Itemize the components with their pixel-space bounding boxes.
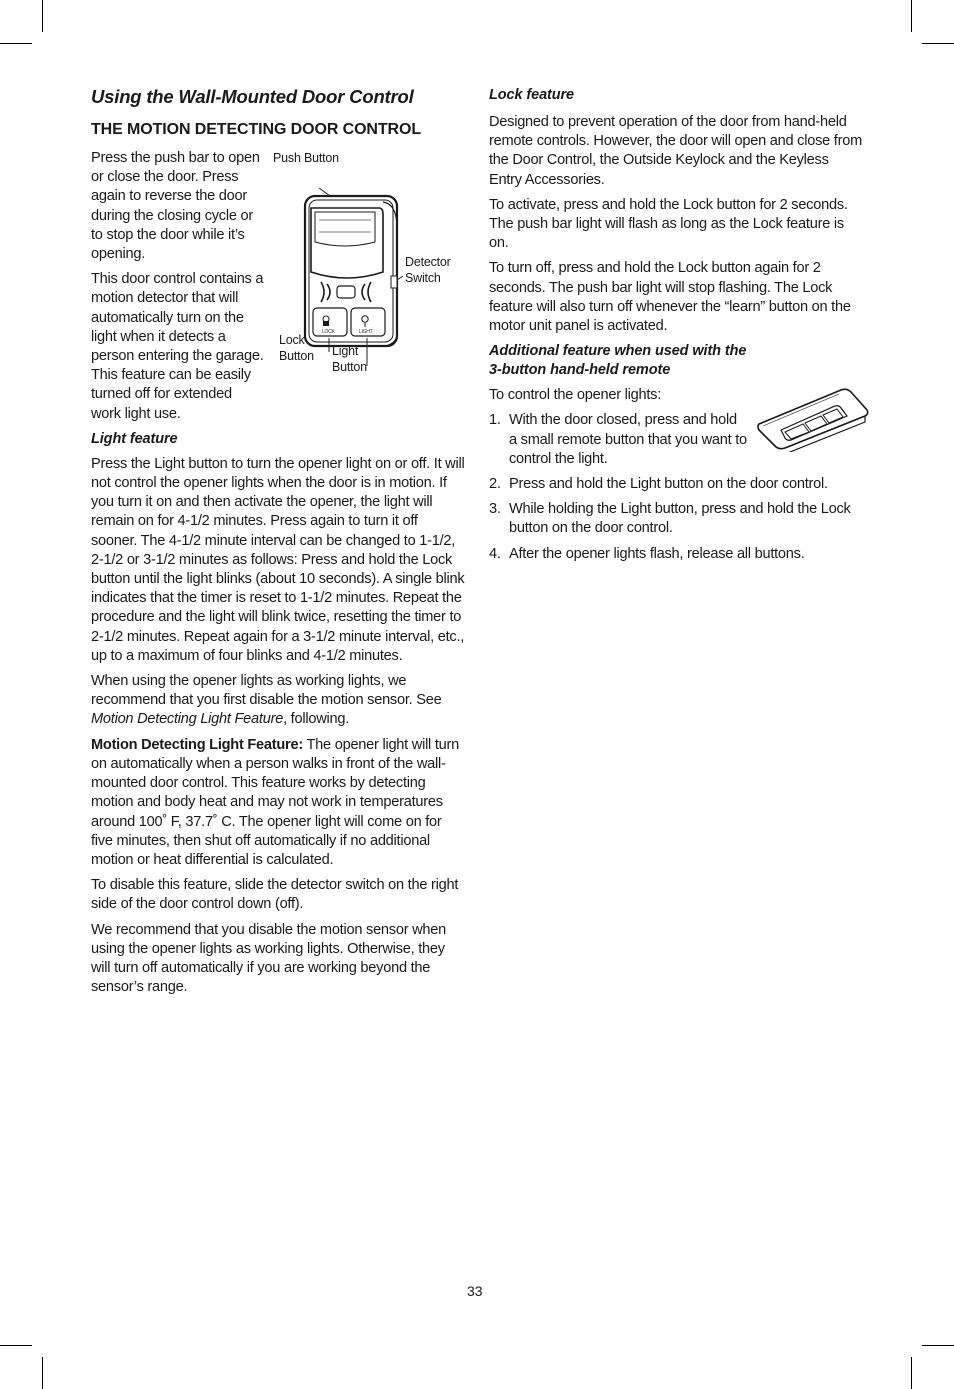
crop-mark bbox=[42, 0, 43, 32]
lock-paragraph-2: To activate, press and hold the Lock button for 2 seconds. The push bar light will flash as long as the Lock feature is on. bbox=[489, 196, 848, 252]
working-lights-paragraph bbox=[91, 672, 467, 730]
step-number: 2. bbox=[489, 476, 501, 493]
step-text: With the door closed, press and hold a small remote button that you want to control the light. bbox=[509, 412, 747, 467]
working-lights-text-b: , following. bbox=[283, 711, 350, 728]
disable-paragraph: To disable this feature, slide the detector switch on the right side of the door control down (off). bbox=[91, 877, 459, 913]
steps-list bbox=[489, 411, 865, 563]
step-text: Press and hold the Light button on the door control. bbox=[509, 476, 828, 493]
light-tiny-label: LIGHT bbox=[359, 329, 373, 335]
control-paragraph bbox=[489, 386, 865, 405]
page-number: 33 bbox=[467, 1283, 483, 1299]
crop-mark bbox=[922, 1345, 954, 1346]
working-lights-italic: Motion Detecting Light Feature bbox=[91, 711, 284, 728]
lock-paragraph-1: Designed to prevent operation of the door from hand-held remote controls. However, the door will open and close from the Door Control, the Outside Keylock and the Keyless Entry Accessories. bbox=[489, 114, 862, 188]
subtitle: THE MOTION DETECTING DOOR CONTROL bbox=[91, 121, 422, 138]
motion-detector-paragraph: This door control contains a motion detector that will automatically turn on the light when it detects a person entering the garage. This feature can be easily turned off for extended work light use. bbox=[91, 271, 264, 422]
step-text: While holding the Light button, press and hold the Lock button on the door control. bbox=[509, 501, 851, 537]
motion-light-text: The opener light will turn on automatically when a person walks in front of the wall-mounted door control. This feature works by detecting motion and body heat and may not work in temperatures around 100˚ F, 37.7˚ C. The opener light will come on for five minutes, then shut off automatically if no additional motion or heat differential is calculated. bbox=[91, 736, 460, 868]
detector-switch-callout: Detector Switch bbox=[405, 255, 451, 285]
right-column bbox=[489, 86, 865, 570]
list-item bbox=[489, 411, 865, 469]
list-item bbox=[489, 500, 865, 538]
list-item bbox=[489, 475, 865, 494]
additional-feature-heading: Additional feature when used with the 3-button hand-held remote bbox=[489, 343, 747, 379]
crop-mark bbox=[42, 1357, 43, 1389]
control-text: To control the opener lights: bbox=[489, 387, 662, 404]
crop-mark bbox=[0, 1345, 32, 1346]
motion-light-bold: Motion Detecting Light Feature: bbox=[91, 736, 303, 753]
light-button-callout: Light Button bbox=[332, 344, 367, 374]
left-column bbox=[91, 86, 467, 1003]
lock-button-callout: Lock Button bbox=[279, 333, 314, 363]
crop-mark bbox=[911, 0, 912, 32]
intro-paragraph-text: Press the push bar to open or close the door. Press again to reverse the door during the closing cycle or to stop the door while it’s opening. bbox=[91, 150, 260, 263]
lock-tiny-label: LOCK bbox=[322, 329, 335, 335]
step-number: 3. bbox=[489, 501, 501, 518]
lock-paragraph-3: To turn off, press and hold the Lock button again for 2 seconds. The push bar light will stop flashing. The Lock feature will also turn off whenever the “learn” button on the motor unit panel is activated. bbox=[489, 260, 851, 335]
recommend-paragraph: We recommend that you disable the motion sensor when using the opener lights as working lights. Otherwise, they will turn off automatically if you are working beyond the sensor’s range. bbox=[91, 921, 447, 996]
intro-first-line bbox=[91, 149, 467, 424]
section-title: Using the Wall-Mounted Door Control bbox=[91, 86, 414, 107]
lock-feature-heading: Lock feature bbox=[489, 87, 575, 103]
light-feature-paragraph: Press the Light button to turn the opener light on or off. It will not control the opener lights when the door is in motion. If you turn it on and then activate the opener, the light will remain on for 4-1/2 minutes. Press again to turn it off sooner. The 4-1/2 minute interval can be changed to 1-1/2, 2-1/2 or 3-1/2 minutes as follows: Press and hold the Lock button until the light blinks (about 10 seconds). A single blink indicates that the timer is reset to 1-1/2 minutes. Repeat the procedure and the light will blink twice, resetting the timer to 2-1/2 minutes. Repeat again for a 3-1/2 minute interval, etc., up to a maximum of four blinks and 4-1/2 minutes. bbox=[91, 455, 465, 664]
working-lights-text-a: When using the opener lights as working lights, we recommend that you first disable the motion sensor. See bbox=[91, 673, 442, 709]
door-control-figure bbox=[271, 151, 475, 393]
step-text: After the opener lights flash, release all buttons. bbox=[509, 545, 805, 562]
crop-mark bbox=[911, 1357, 912, 1389]
step-number: 1. bbox=[489, 412, 501, 429]
crop-mark bbox=[922, 43, 954, 44]
light-feature-heading: Light feature bbox=[91, 430, 178, 447]
step-number: 4. bbox=[489, 545, 501, 562]
motion-light-paragraph bbox=[91, 736, 467, 870]
crop-mark bbox=[0, 43, 32, 44]
list-item bbox=[489, 545, 865, 564]
push-button-callout: Push Button bbox=[273, 151, 339, 165]
